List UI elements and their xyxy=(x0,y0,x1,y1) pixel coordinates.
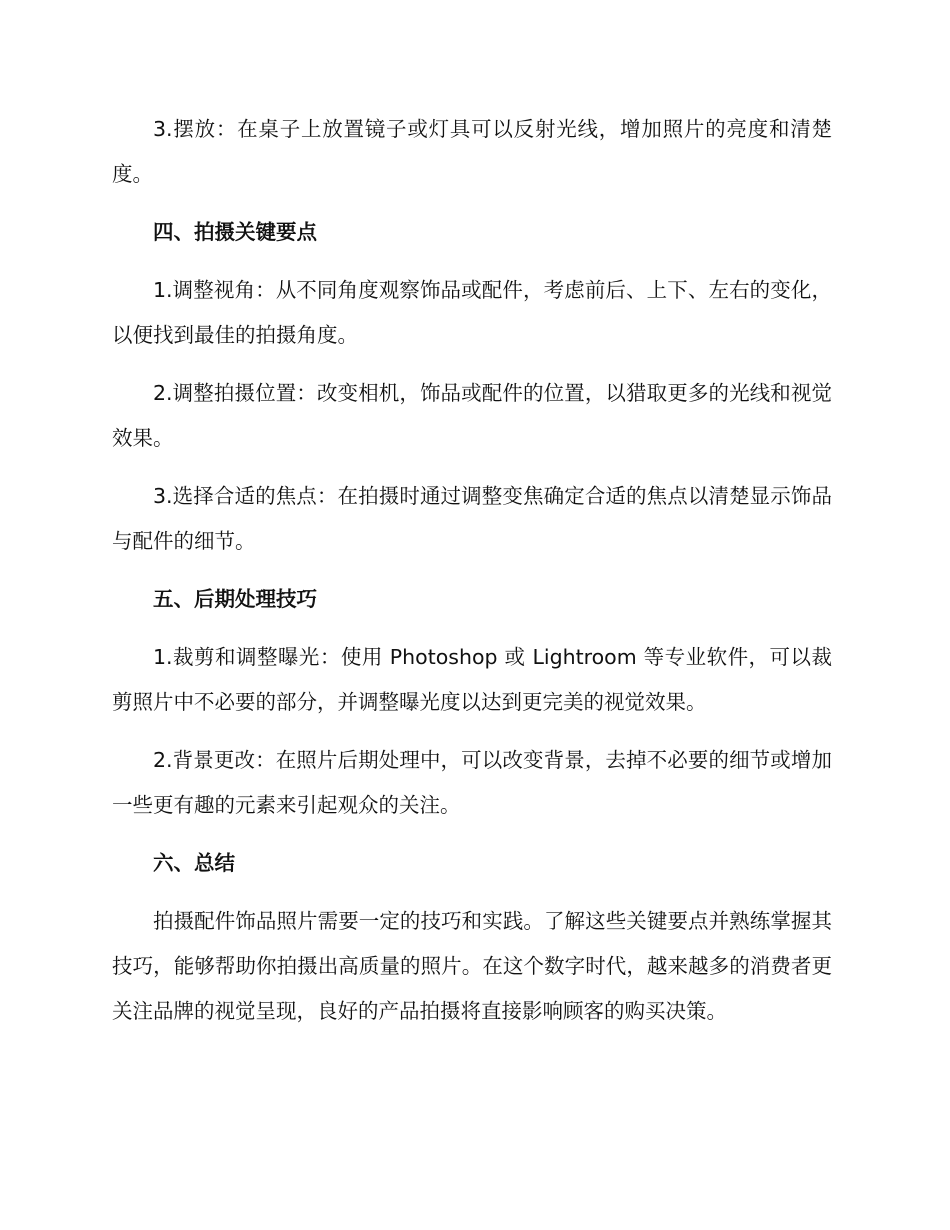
paragraph-adjust-angle: 1.调整视角：从不同角度观察饰品或配件，考虑前后、上下、左右的变化，以便找到最佳的拍摄角度。 xyxy=(112,278,832,347)
paragraph-choose-focus: 3.选择合适的焦点：在拍摄时通过调整变焦确定合适的焦点以清楚显示饰品与配件的细节。 xyxy=(112,484,832,553)
paragraph-summary: 拍摄配件饰品照片需要一定的技巧和实践。了解这些关键要点并熟练掌握其技巧，能够帮助你拍摄出高质量的照片。在这个数字时代，越来越多的消费者更关注品牌的视觉呈现，良好的产品拍摄将直接影响顾客的购买决策。 xyxy=(112,909,832,1023)
section-heading-post-processing: 五、后期处理技巧 xyxy=(153,587,317,611)
paragraph-background-change: 2.背景更改：在照片后期处理中，可以改变背景，去掉不必要的细节或增加一些更有趣的元素来引起观众的关注。 xyxy=(112,748,832,817)
section-heading-key-points: 四、拍摄关键要点 xyxy=(153,220,317,244)
paragraph-crop-exposure: 1.裁剪和调整曝光：使用 Photoshop 或 Lightroom 等专业软件，可以裁剪照片中不必要的部分，并调整曝光度以达到更完美的视觉效果。 xyxy=(112,645,832,714)
section-heading-summary: 六、总结 xyxy=(153,851,235,875)
document-body xyxy=(112,107,832,1047)
paragraph-adjust-position: 2.调整拍摄位置：改变相机，饰品或配件的位置，以猎取更多的光线和视觉效果。 xyxy=(112,381,832,450)
paragraph-placement: 3.摆放：在桌子上放置镜子或灯具可以反射光线，增加照片的亮度和清楚度。 xyxy=(112,117,832,186)
